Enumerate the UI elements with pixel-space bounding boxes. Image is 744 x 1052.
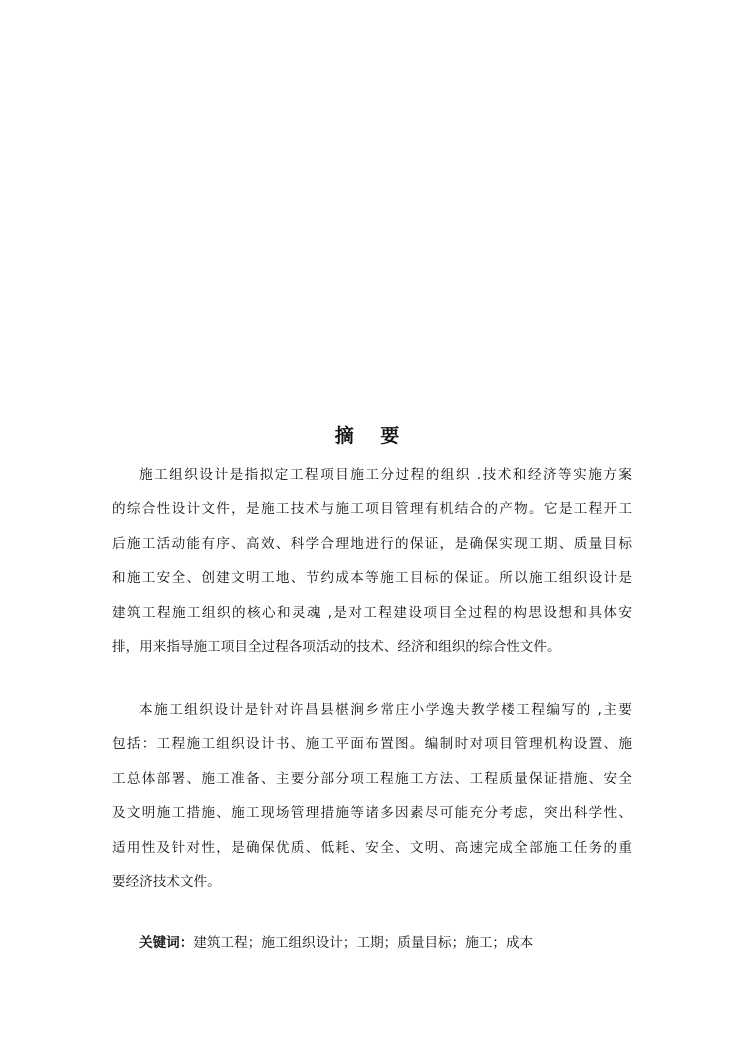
- paragraph-line: 的综合性设计文件，是施工技术与施工项目管理有机结合的产物。它是工程开工: [112, 501, 632, 518]
- paragraph-line: 施工组织设计是指拟定工程项目施工分过程的组织 .技术和经济等实施方案: [139, 467, 632, 483]
- paragraph-line: 要经济技术文件。: [112, 874, 221, 891]
- keywords-line: [139, 928, 533, 958]
- paragraph-line: 本施工组织设计是针对许昌县椹涧乡常庄小学逸夫教学楼工程编写的 ,主要: [139, 702, 632, 718]
- paragraph-line: 包括：工程施工组织设计书、施工平面布置图。编制时对项目管理机构设置、施: [112, 736, 632, 753]
- paragraph-line: 工总体部署、施工准备、主要分部分项工程施工方法、工程质量保证措施、安全: [112, 770, 632, 787]
- keywords-label: 关键词：: [139, 935, 194, 951]
- abstract-paragraph-1: [112, 458, 632, 664]
- abstract-paragraph-2: [112, 693, 632, 899]
- paragraph-line: 及文明施工措施、施工现场管理措施等诸多因素尽可能充分考虑，突出科学性、: [112, 805, 632, 822]
- paragraph-line: 建筑工程施工组织的核心和灵魂 ,是对工程建设项目全过程的构思设想和具体安: [112, 604, 632, 621]
- paragraph-line: 适用性及针对性，是确保优质、低耗、安全、文明、高速完成全部施工任务的重: [112, 839, 632, 856]
- paragraph-line: 后施工活动能有序、高效、科学合理地进行的保证，是确保实现工期、质量目标: [112, 535, 632, 552]
- abstract-title: 摘 要: [334, 425, 410, 447]
- keywords-text: 建筑工程；施工组织设计；工期；质量目标；施工；成本: [193, 935, 534, 951]
- paragraph-line: 和施工安全、创建文明工地、节约成本等施工目标的保证。所以施工组织设计是: [112, 570, 632, 587]
- paragraph-line: 排，用来指导施工项目全过程各项活动的技术、经济和组织的综合性文件。: [112, 639, 561, 656]
